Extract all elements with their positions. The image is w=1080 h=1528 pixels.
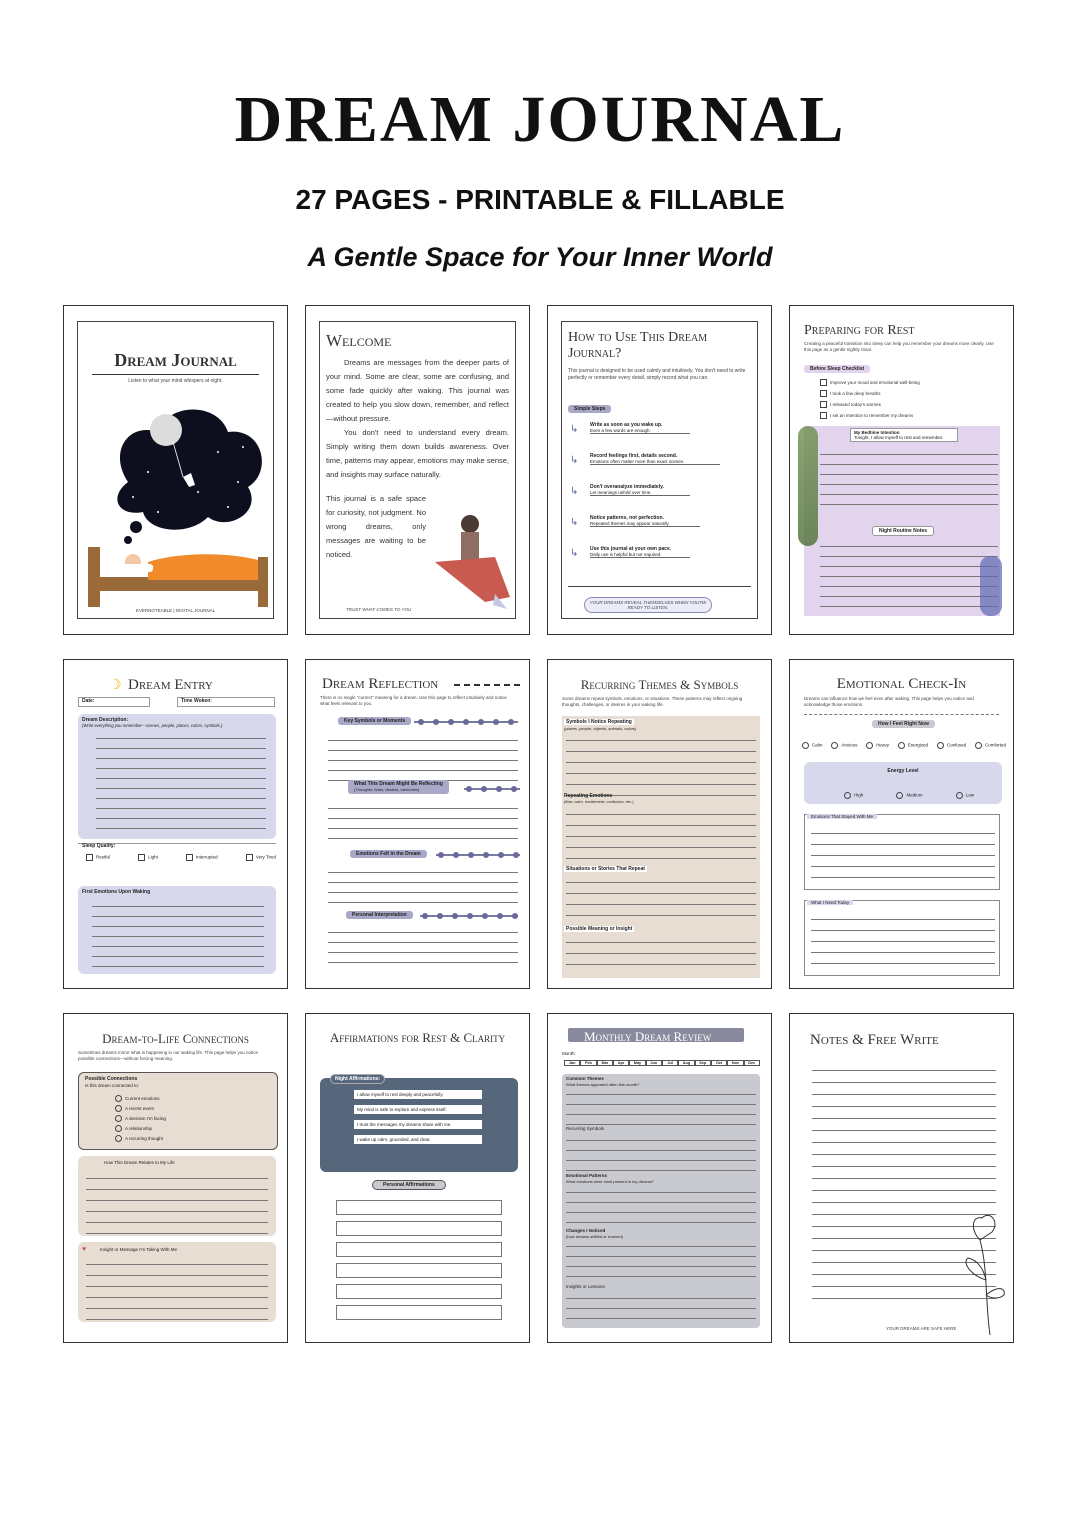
date-field[interactable]: Date:	[78, 697, 150, 707]
emotions-stayed-box[interactable]: Emotions That Stayed With Me	[804, 814, 1000, 890]
affirmation-field[interactable]	[336, 1221, 502, 1236]
preview-how-to-use	[547, 305, 772, 635]
floral-line-art	[950, 1200, 1010, 1340]
howto-step: ↳ Notice patterns, not perfection. Repeated themes may appear naturally.	[568, 515, 751, 546]
quality-option[interactable]: Very Tired	[246, 854, 276, 861]
reflection-section-label: Key Symbols or Moments	[338, 717, 411, 725]
night-affirmations-panel: Night Affirmations: I allow myself to rest deeply and peacefully. My mind is safe to explore and express itself. I trust the messages my dreams share with me. I wake up calm, grounded, and clear.	[320, 1078, 518, 1172]
month-cell[interactable]: Aug	[678, 1060, 694, 1066]
reflection-section-label: What This Dream Might Be Reflecting (Thoughts, fears, desires, memories)	[348, 780, 449, 794]
preview-preparing-for-rest	[789, 305, 1014, 635]
flower-decoration	[980, 556, 1002, 616]
cover-subtitle: Listen to what your mind whispers at night.	[128, 378, 223, 384]
quality-option[interactable]: Light	[138, 854, 158, 861]
connections-intro: Sometimes dreams mirror what is happening in our waking life. This page helps you notice possible connections—without forcing meaning.	[78, 1050, 259, 1061]
howto-banner: YOUR DREAMS REVEAL THEMSELVES WHEN YOU'RE READY TO LISTEN.	[584, 597, 712, 613]
month-cell[interactable]: Apr	[613, 1060, 629, 1066]
feeling-option[interactable]: Calm	[802, 742, 823, 749]
feelings-options	[802, 742, 1006, 749]
energy-options	[844, 792, 974, 799]
entry-title: Dream Entry	[128, 677, 213, 693]
recurring-intro: Some dreams repeat symbols, emotions, or situations. These patterns may reflect ongoing thoughts, challenges, or desires in your waking life.	[562, 696, 743, 707]
preview-monthly-review	[547, 1013, 772, 1343]
cover-title: Dream Journal	[114, 350, 237, 370]
relates-box[interactable]: How This Dream Relates to My Life	[78, 1156, 276, 1236]
preview-recurring-themes	[547, 659, 772, 989]
page-subtitle: 27 PAGES - PRINTABLE & FILLABLE	[295, 184, 785, 215]
moon-icon: ☽	[109, 676, 122, 692]
welcome-footer: TRUST WHAT COMES TO YOU	[346, 607, 412, 612]
month-cell[interactable]: Mar	[597, 1060, 613, 1066]
preparing-title: Preparing for Rest	[804, 323, 915, 338]
feeling-option[interactable]: Anxious	[831, 742, 857, 749]
preview-dream-entry	[63, 659, 288, 989]
first-emotions-box[interactable]: First Emotions Upon Waking	[78, 886, 276, 974]
night-routine-label: Night Routine Notes	[872, 526, 934, 536]
preview-notes-free-write	[789, 1013, 1014, 1343]
connection-option[interactable]: A recent event	[115, 1104, 166, 1114]
notes-title: Notes & Free Write	[810, 1032, 939, 1048]
insight-box[interactable]: ♥ Insight or Message I'm Taking With Me	[78, 1242, 276, 1322]
energy-option[interactable]: Low	[956, 792, 974, 799]
affirmation-field[interactable]	[336, 1242, 502, 1257]
month-cell[interactable]: Oct	[711, 1060, 727, 1066]
preview-dream-to-life	[63, 1013, 288, 1343]
sleeping-dreamer-illustration	[88, 392, 268, 612]
personal-affirmations-label: Personal Affirmations	[372, 1180, 446, 1190]
checklist-label: Before Sleep Checklist	[804, 365, 870, 373]
sleep-quality-label: Sleep Quality:	[82, 843, 116, 849]
connection-option[interactable]: A decision I'm facing	[115, 1114, 166, 1124]
heart-icon: ♥	[82, 1246, 87, 1253]
affirmations-title: Affirmations for Rest & Clarity	[329, 1030, 506, 1045]
vine-decoration	[798, 426, 818, 546]
howto-step: ↳ Use this journal at your own pace. Daily use is helpful but not required.	[568, 546, 751, 577]
curved-arrow-icon: ↳	[570, 548, 579, 559]
month-cell[interactable]: Sep	[695, 1060, 711, 1066]
preview-cover	[63, 305, 288, 635]
reflection-title: Dream Reflection	[322, 676, 439, 692]
page-tagline: A Gentle Space for Your Inner World	[307, 242, 773, 272]
feel-label: How I Feel Right Now	[872, 720, 935, 728]
howto-steps	[568, 422, 751, 577]
recurring-beige-panel[interactable]: Symbols I Notice Repeating (places, people, objects, animals, colors) Repeating Emotions (fear, calm, excitement, confusion, etc.) Situations or Stories That Repeat Possible Meaning or Insight	[562, 716, 760, 978]
checkin-intro: Dreams can influence how we feel even after waking. This page helps you notice and acknowledge those emotions.	[804, 696, 974, 707]
connections-title: Dream-to-Life Connections	[102, 1031, 249, 1046]
reflection-section-label: Emotions Felt in the Dream	[350, 850, 427, 858]
notes-lines[interactable]	[820, 546, 998, 607]
howto-step: ↳ Write as soon as you wake up. Even a few words are enough.	[568, 422, 751, 453]
rocket-rider-illustration	[425, 502, 515, 612]
howto-rule	[568, 586, 751, 587]
what-i-need-box[interactable]: What I Need Today	[804, 900, 1000, 976]
month-cell[interactable]: Nov	[727, 1060, 743, 1066]
howto-intro: This journal is designed to be used calmly and intuitively. You don't need to write perfectly or remember every detail, simply record what you can.	[568, 368, 746, 381]
month-selector	[564, 1060, 760, 1066]
affirmation-field[interactable]	[336, 1200, 502, 1215]
welcome-paragraph-1: Dreams are messages from the deeper parts of your mind. Some are clear, some are confusing, and some fade quickly after waking. This journal was created to help you slow down, remember, and reflect—without pressure.	[326, 358, 509, 423]
monthly-title: Monthly Dream Review	[584, 1029, 712, 1044]
welcome-paragraph-3: This journal is a safe space for curiosity, not judgment. No wrong dreams, only messages are waiting to be noticed.	[326, 494, 426, 559]
welcome-paragraph-2: You don't need to understand every dream. Simply writing them down builds awareness. Over time, patterns may appear, emotions may make sense, and insights may surface naturally.	[326, 428, 509, 479]
affirmation-list: I allow myself to rest deeply and peacefully. My mind is safe to explore and express itself. I trust the messages my dreams share with me. I wake up calm, grounded, and clear.	[354, 1090, 482, 1144]
checklist-item[interactable]: Improve your mood and emotional well-being	[820, 377, 920, 388]
quality-option[interactable]: Interrupted	[186, 854, 218, 861]
month-cell[interactable]: Feb	[580, 1060, 596, 1066]
feeling-option[interactable]: Confused	[937, 742, 966, 749]
howto-steps-label: Simple Steps	[568, 405, 611, 413]
checklist-item[interactable]: I set an intention to remember my dreams	[820, 410, 920, 421]
connection-options	[115, 1094, 166, 1144]
personal-affirmation-fields	[336, 1200, 502, 1320]
preview-affirmations	[305, 1013, 530, 1343]
month-cell[interactable]: Jul	[662, 1060, 678, 1066]
checklist-item[interactable]: I released today's worries	[820, 399, 920, 410]
month-label: Month:	[562, 1051, 576, 1056]
preparing-intro: Creating a peaceful transition into sleep can help you remember your dreams more clearly. Use this page as a gentle nightly ritual.	[804, 341, 994, 352]
recurring-title: Recurring Themes & Symbols	[580, 677, 739, 692]
time-woken-field[interactable]: Time Woken:	[177, 697, 275, 707]
month-cell[interactable]: Jun	[646, 1060, 662, 1066]
cover-footer: EVERNOTEABLE | DIGITAL JOURNAL	[135, 608, 216, 613]
checklist-item[interactable]: I took a few deep breaths	[820, 388, 920, 399]
notes-footer: YOUR DREAMS ARE SAFE HERE	[886, 1326, 957, 1331]
affirmation-field[interactable]	[336, 1305, 502, 1320]
sleep-checklist	[820, 377, 920, 421]
intention-lines[interactable]	[820, 454, 998, 505]
month-cell[interactable]: May	[629, 1060, 645, 1066]
reflection-section-label: Personal Interpretation	[346, 911, 413, 919]
energy-option[interactable]: Medium	[896, 792, 922, 799]
affirmation-field[interactable]	[336, 1284, 502, 1299]
quality-option[interactable]: Restful	[86, 854, 110, 861]
month-cell[interactable]: Dec	[744, 1060, 760, 1066]
affirmation-field[interactable]	[336, 1263, 502, 1278]
howto-title: How to Use This Dream Journal?	[568, 330, 708, 361]
feeling-option[interactable]: Comforted	[975, 742, 1006, 749]
curved-arrow-icon: ↳	[570, 455, 579, 466]
curved-arrow-icon: ↳	[570, 517, 579, 528]
connection-option[interactable]: A relationship	[115, 1124, 166, 1134]
page-title: DREAM JOURNAL	[234, 83, 846, 156]
feeling-option[interactable]: Energized	[898, 742, 928, 749]
energy-panel: Energy Level High Medium Low	[804, 762, 1002, 804]
preview-dream-reflection	[305, 659, 530, 989]
reflection-intro: There is no single "correct" meaning for a dream. Use this page to reflect intuitively and notice what feels relevant to you.	[320, 695, 507, 706]
curved-arrow-icon: ↳	[570, 424, 579, 435]
month-cell[interactable]: Jan	[564, 1060, 580, 1066]
howto-step: ↳ Don't overanalyze immediately. Let meanings unfold over time.	[568, 484, 751, 515]
preview-emotional-check-in	[789, 659, 1014, 989]
welcome-title: Welcome	[326, 331, 392, 350]
connection-option[interactable]: Current emotions	[115, 1094, 166, 1104]
dream-description-box[interactable]: Dream Description: (Write everything you remember—scenes, people, places, colors, symbols.)	[78, 714, 276, 839]
howto-step: ↳ Record feelings first, details second. Emotions often matter more than exact scenes.	[568, 453, 751, 484]
preview-welcome	[305, 305, 530, 635]
energy-option[interactable]: High	[844, 792, 863, 799]
bedtime-intention[interactable]: My Bedtime Intention Tonight, I allow myself to rest and remember.	[850, 428, 958, 442]
checkin-title: Emotional Check-In	[836, 676, 967, 692]
connection-option[interactable]: A recurring thought	[115, 1134, 166, 1144]
monthly-grey-panel[interactable]: Common Themes What themes appeared often this month? Recurring Symbols Emotional Patterns What emotions were most present in my dreams? Changes I Noticed (how dreams shifted or evolved) Insights or Lessons	[562, 1074, 760, 1328]
cover-rule	[92, 374, 259, 375]
sleep-quality-options	[86, 854, 276, 861]
possible-connections-box: Possible Connections Is this dream connected to: Current emotions A recent event A decision I'm facing A relationship A recurring thought	[78, 1072, 278, 1150]
curved-arrow-icon: ↳	[570, 486, 579, 497]
feeling-option[interactable]: Heavy	[866, 742, 889, 749]
